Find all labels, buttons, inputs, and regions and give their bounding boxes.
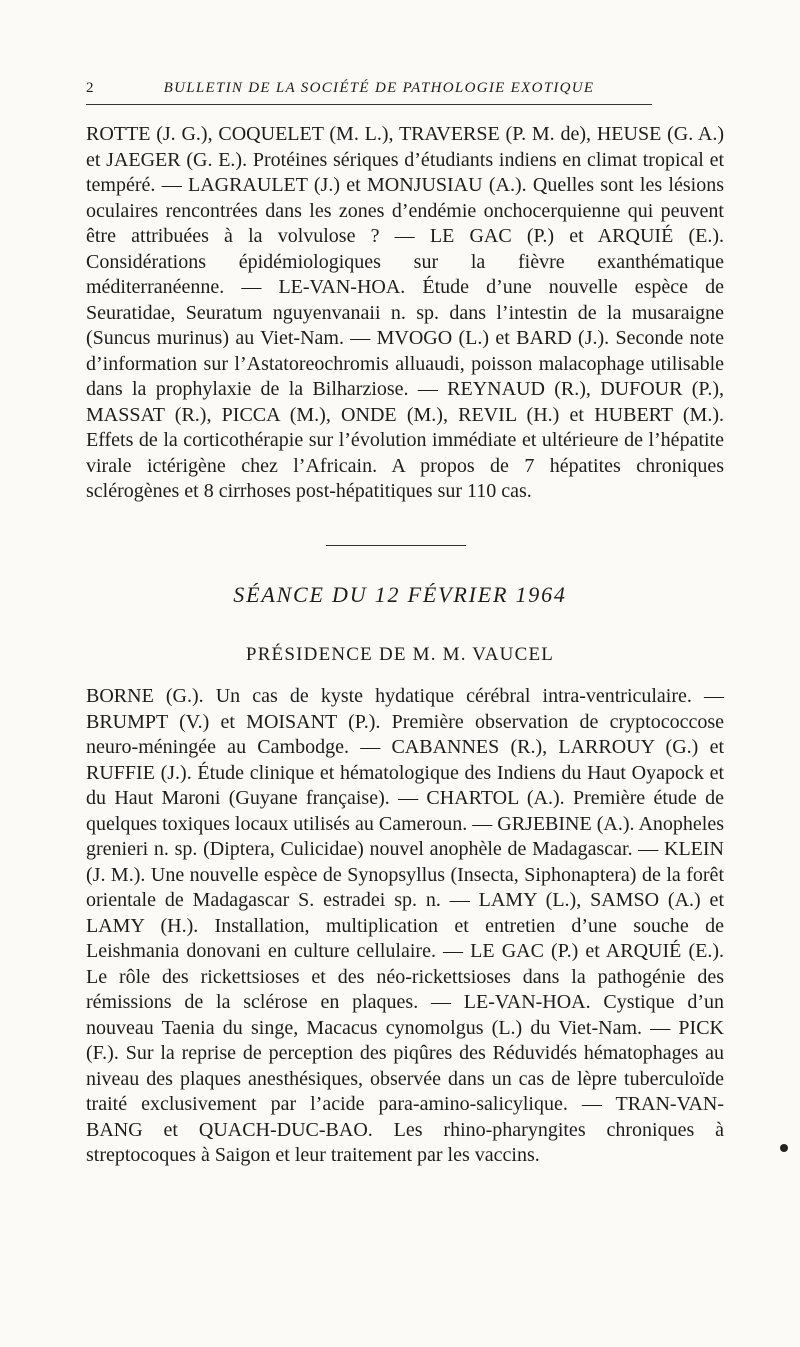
section-divider [326, 545, 466, 546]
presidence-line: PRÉSIDENCE DE M. M. VAUCEL [245, 644, 555, 665]
session-title: SÉANCE DU 12 FÉVRIER 1964 [233, 582, 567, 607]
page-header [86, 76, 652, 105]
page-number: 2 [86, 80, 94, 96]
session-text: BORNE (G.). Un cas de kyste hydatique cérébral intra-ventriculaire. — BRUMPT (V.) et MOISANT (P.). Première observation de cryptococcose neuro-méningée au Cambodge. — CABANNES (R.), LARROUY (G.) et RUFFIE (J.). Étude clinique et hématologique des Indiens du Haut Oyapock et du Haut Maroni (Guyane française). — CHARTOL (A.). Première étude de quelques toxiques locaux utilisés au Cameroun. — GRJEBINE (A.). Anopheles grenieri n. sp. (Diptera, Culicidae) nouvel anophèle de Madagascar. — KLEIN (J. M.). Une nouvelle espèce de Synopsyllus (Insecta, Siphonaptera) de la forêt orientale de Madagascar S. estradei sp. n. — LAMY (L.), SAMSO (A.) et LAMY (H.). Installation, multiplication et entretien d’une souche de Leishmania donovani en culture cellulaire. — LE GAC (P.) et ARQUIÉ (E.). Le rôle des rickettsioses et des néo-rickettsioses dans la pathogénie des rémissions de la sclérose en plaques. — LE-VAN-HOA. Cystique d’un nouveau Taenia du singe, Macacus cynomolgus (L.) du Viet-Nam. — PICK (F.). Sur la reprise de perception des piqûres des Réduvidés hématophages au niveau des plaques anesthésiques, observée dans un cas de lèpre tuberculoïde traité exclusivement par l’acide para-amino-salicylique. — TRAN-VAN-BANG et QUACH-DUC-BAO. Les rhino-pharyngites chroniques à streptocoques à Saigon et leur traitement par les vaccins. [86, 685, 724, 1166]
previous-session-text: ROTTE (J. G.), COQUELET (M. L.), TRAVERSE (P. M. de), HEUSE (G. A.) et JAEGER (G. E.). Protéines sériques d’étudiants indiens en climat tropical et tempéré. — LAGRAULET (J.) et MONJUSIAU (A.). Quelles sont les lésions oculaires rencontrées dans les zones d’endémie onchocerquienne qui peuvent être attribuées à la volvulose ? — LE GAC (P.) et ARQUIÉ (E.). Considérations épidémiologiques sur la fièvre exanthématique méditerranéenne. — LE-VAN-HOA. Étude d’une nouvelle espèce de Seuratidae, Seuratum nguyenvanaii n. sp. dans l’intestin de la musaraigne (Suncus murinus) au Viet-Nam. — MVOGO (L.) et BARD (J.). Seconde note d’information sur l’Astatoreochromis alluaudi, poisson malacophage utilisable dans la prophylaxie de la Bilharziose. — REYNAUD (R.), DUFOUR (P.), MASSAT (R.), PICCA (M.), ONDE (M.), REVIL (H.) et HUBERT (M.). Effets de la corticothérapie sur l’évolution immédiate et ultérieure de l’hépatite virale ictérigène chez l’Africain. A propos de 7 hépatites chroniques sclérogènes et 8 cirrhoses post-hépatitiques sur 110 cas. [86, 123, 724, 502]
margin-dot [780, 1144, 788, 1152]
running-title: BULLETIN DE LA SOCIÉTÉ DE PATHOLOGIE EXOTIQUE [163, 80, 595, 96]
